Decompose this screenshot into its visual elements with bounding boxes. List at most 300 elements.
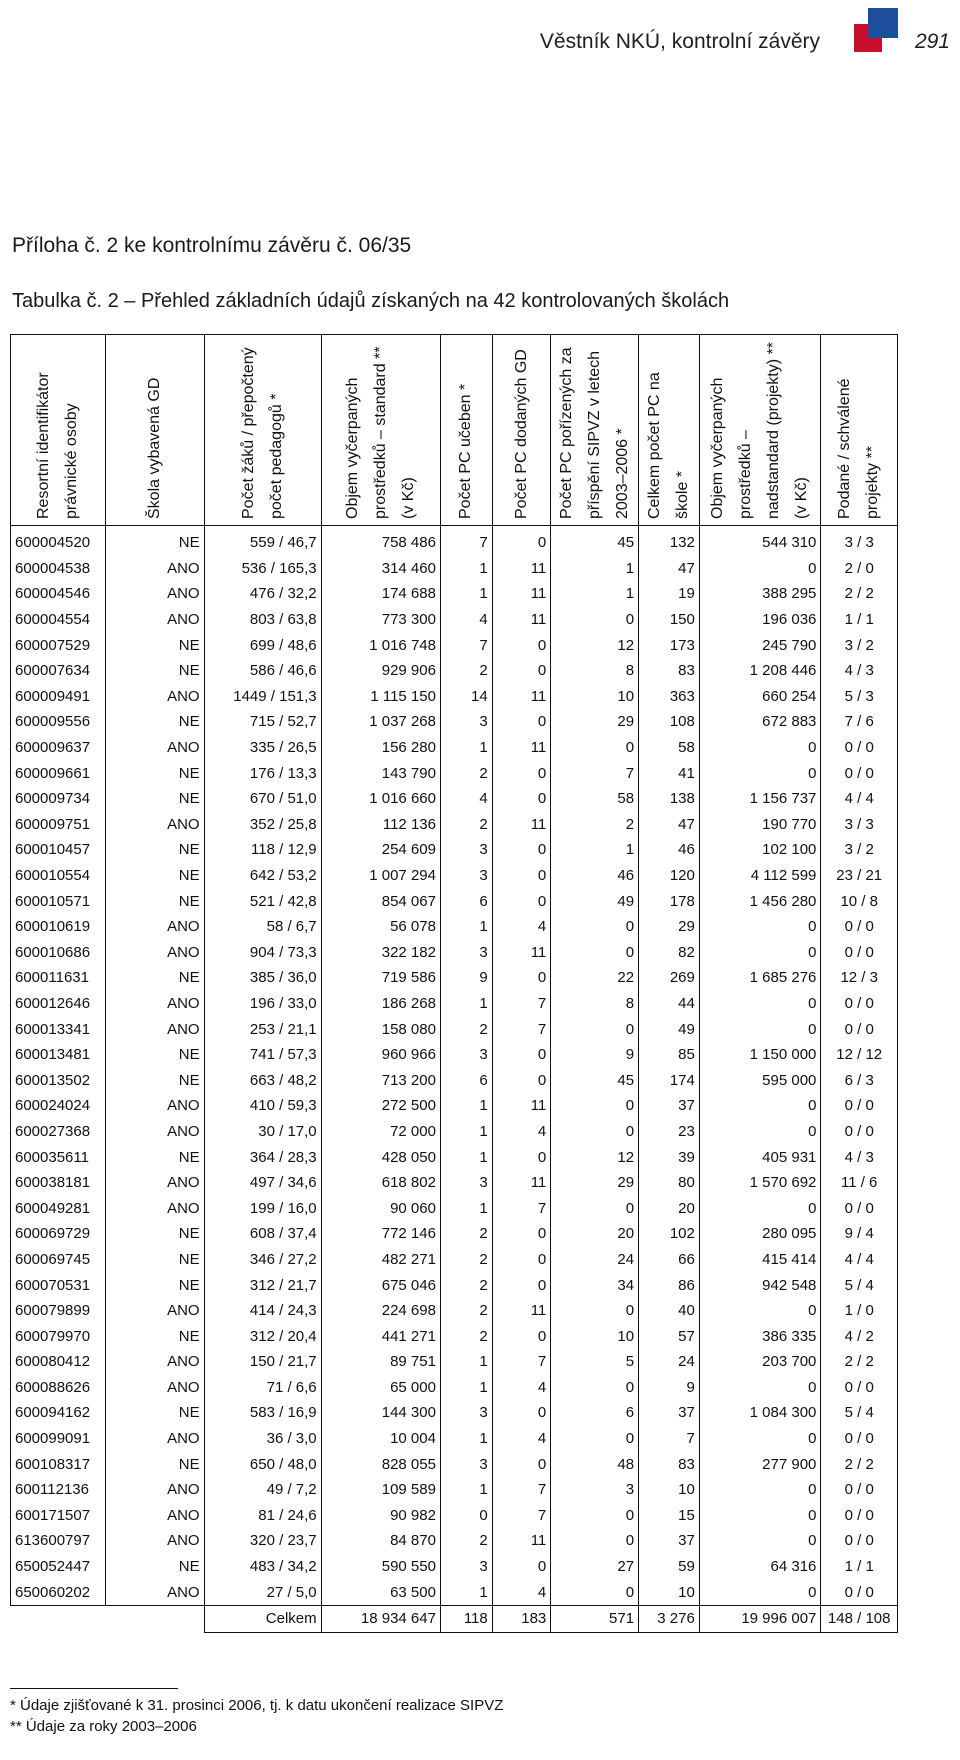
table-cell: 81 / 24,6 <box>204 1503 321 1529</box>
table-cell: 4 <box>492 1119 551 1145</box>
table-cell: ANO <box>105 914 204 940</box>
table-cell: 0 <box>551 1375 639 1401</box>
table-cell: 600007529 <box>11 632 106 658</box>
table-row <box>11 1323 898 1349</box>
table-cell: 0 <box>492 888 551 914</box>
table-cell: 58 <box>551 786 639 812</box>
table-cell: 672 883 <box>699 709 821 735</box>
table-cell: 600004520 <box>11 526 106 556</box>
table-cell: 11 <box>492 735 551 761</box>
table-row <box>11 1528 898 1554</box>
table-cell: 600007634 <box>11 658 106 684</box>
table-cell: ANO <box>105 1119 204 1145</box>
table-cell: 89 751 <box>321 1349 440 1375</box>
table-row <box>11 991 898 1017</box>
table-cell: 0 <box>699 735 821 761</box>
table-row <box>11 1554 898 1580</box>
table-cell: 600009491 <box>11 684 106 710</box>
table-cell: 600009556 <box>11 709 106 735</box>
table-cell: ANO <box>105 1349 204 1375</box>
table-cell: 713 200 <box>321 1067 440 1093</box>
table-cell: NE <box>105 526 204 556</box>
table-row <box>11 735 898 761</box>
table-cell: 772 146 <box>321 1221 440 1247</box>
table-cell: 71 / 6,6 <box>204 1375 321 1401</box>
table-cell: 415 414 <box>699 1247 821 1273</box>
table-row <box>11 1247 898 1273</box>
table-cell: NE <box>105 1323 204 1349</box>
table-cell: 7 <box>639 1426 700 1452</box>
table-cell: 0 <box>492 709 551 735</box>
table-cell: 196 036 <box>699 607 821 633</box>
table-cell: 7 / 6 <box>821 709 898 735</box>
table-cell: 0 <box>699 1093 821 1119</box>
table-cell: 1449 / 151,3 <box>204 684 321 710</box>
column-header-5 <box>440 335 492 526</box>
table-cell: 600009661 <box>11 760 106 786</box>
table-cell: 27 <box>551 1554 639 1580</box>
table-cell: 5 <box>551 1349 639 1375</box>
table-cell: 600013502 <box>11 1067 106 1093</box>
table-cell: 0 <box>551 1119 639 1145</box>
table-cell: 1 <box>440 991 492 1017</box>
table-cell: 11 <box>492 556 551 582</box>
total-cell: 19 996 007 <box>699 1605 821 1632</box>
table-cell: 48 <box>551 1451 639 1477</box>
table-cell: 0 <box>699 914 821 940</box>
table-cell: 269 <box>639 965 700 991</box>
table-cell: 0 <box>551 1503 639 1529</box>
table-body <box>11 526 898 1633</box>
table-cell: 0 <box>492 1144 551 1170</box>
table-cell: 1 016 748 <box>321 632 440 658</box>
table-cell: 82 <box>639 940 700 966</box>
table-cell: NE <box>105 1451 204 1477</box>
table-row <box>11 1298 898 1324</box>
table-cell: 0 <box>492 1221 551 1247</box>
table-cell: 600049281 <box>11 1195 106 1221</box>
table-cell: 29 <box>551 1170 639 1196</box>
table-cell: 58 <box>639 735 700 761</box>
table-cell: 30 / 17,0 <box>204 1119 321 1145</box>
table-cell: 196 / 33,0 <box>204 991 321 1017</box>
table-cell: 143 790 <box>321 760 440 786</box>
table-cell: ANO <box>105 607 204 633</box>
table-cell: 84 870 <box>321 1528 440 1554</box>
table-cell: 1 / 1 <box>821 607 898 633</box>
table-cell: 14 <box>440 684 492 710</box>
table-cell: 663 / 48,2 <box>204 1067 321 1093</box>
table-cell: 613600797 <box>11 1528 106 1554</box>
table-cell: 3 <box>440 863 492 889</box>
table-cell: 497 / 34,6 <box>204 1170 321 1196</box>
column-header-label: Podané / schválené projekty ** <box>836 378 882 519</box>
table-cell: 352 / 25,8 <box>204 812 321 838</box>
table-cell: 385 / 36,0 <box>204 965 321 991</box>
table-cell: 20 <box>551 1221 639 1247</box>
table-cell: 0 / 0 <box>821 914 898 940</box>
page-header <box>0 28 960 68</box>
table-cell: 23 / 21 <box>821 863 898 889</box>
table-cell: ANO <box>105 1093 204 1119</box>
table-cell: 414 / 24,3 <box>204 1298 321 1324</box>
column-header-label: Škola vybavená GD <box>145 377 163 519</box>
table-cell: 174 688 <box>321 581 440 607</box>
table-cell: 600108317 <box>11 1451 106 1477</box>
table-cell: NE <box>105 1400 204 1426</box>
table-row <box>11 1042 898 1068</box>
table-row <box>11 1272 898 1298</box>
table-cell: 642 / 53,2 <box>204 863 321 889</box>
table-cell: 5 / 4 <box>821 1400 898 1426</box>
table-cell: 600004546 <box>11 581 106 607</box>
table-cell: 132 <box>639 526 700 556</box>
table-cell: 2 <box>440 1016 492 1042</box>
table-cell: 3 / 3 <box>821 526 898 556</box>
table-row <box>11 1426 898 1452</box>
table-cell: 386 335 <box>699 1323 821 1349</box>
table-title: Tabulka č. 2 – Přehled základních údajů získaných na 42 kontrolovaných školách <box>12 290 730 312</box>
footnote-2: ** Údaje za roky 2003–2006 <box>10 1718 197 1735</box>
table-cell: 19 <box>639 581 700 607</box>
table-cell: ANO <box>105 684 204 710</box>
table-cell: 46 <box>639 837 700 863</box>
table-cell: ANO <box>105 940 204 966</box>
table-cell: NE <box>105 1221 204 1247</box>
table-cell: 57 <box>639 1323 700 1349</box>
table-cell: 49 <box>639 1016 700 1042</box>
table-cell: 335 / 26,5 <box>204 735 321 761</box>
table-cell: 49 <box>551 888 639 914</box>
table-cell: 7 <box>440 526 492 556</box>
table-cell: 0 <box>492 760 551 786</box>
table-cell: 4 / 2 <box>821 1323 898 1349</box>
table-cell: 322 182 <box>321 940 440 966</box>
table-cell: 1 <box>440 735 492 761</box>
table-cell: 583 / 16,9 <box>204 1400 321 1426</box>
table-cell: 11 <box>492 1298 551 1324</box>
table-cell: 44 <box>639 991 700 1017</box>
column-header-10 <box>821 335 898 526</box>
table-cell: 675 046 <box>321 1272 440 1298</box>
column-header-7 <box>551 335 639 526</box>
table-cell: 600009637 <box>11 735 106 761</box>
table-cell: 3 <box>440 1042 492 1068</box>
table-cell: 11 <box>492 1170 551 1196</box>
table-cell: NE <box>105 1042 204 1068</box>
table-cell: 559 / 46,7 <box>204 526 321 556</box>
table-cell: 600011631 <box>11 965 106 991</box>
table-cell: ANO <box>105 1298 204 1324</box>
total-cell: 118 <box>440 1605 492 1632</box>
table-cell: 600012646 <box>11 991 106 1017</box>
table-cell: 1 <box>440 1349 492 1375</box>
table-cell: 1 115 150 <box>321 684 440 710</box>
table-cell: 1 570 692 <box>699 1170 821 1196</box>
table-cell: 0 <box>699 1528 821 1554</box>
table-cell: 7 <box>492 1477 551 1503</box>
table-cell: NE <box>105 965 204 991</box>
table-cell: 2 <box>440 658 492 684</box>
table-cell: 346 / 27,2 <box>204 1247 321 1273</box>
table-cell: 0 / 0 <box>821 1528 898 1554</box>
table-cell: 0 <box>551 914 639 940</box>
table-cell: 929 906 <box>321 658 440 684</box>
table-cell: 904 / 73,3 <box>204 940 321 966</box>
table-row <box>11 786 898 812</box>
table-cell: 144 300 <box>321 1400 440 1426</box>
table-cell: 83 <box>639 658 700 684</box>
table-cell: 600079899 <box>11 1298 106 1324</box>
table-cell: ANO <box>105 812 204 838</box>
table-cell: ANO <box>105 1579 204 1605</box>
table-cell: 7 <box>492 1503 551 1529</box>
table-row <box>11 526 898 556</box>
table-cell: 0 <box>699 1503 821 1529</box>
table-cell: 0 <box>492 1400 551 1426</box>
table-cell: NE <box>105 632 204 658</box>
table-cell: 72 000 <box>321 1119 440 1145</box>
table-cell: 600094162 <box>11 1400 106 1426</box>
table-cell: 0 / 0 <box>821 1093 898 1119</box>
table-cell: 37 <box>639 1093 700 1119</box>
table-cell: 47 <box>639 556 700 582</box>
table-cell: 0 / 0 <box>821 1119 898 1145</box>
table-cell: 600099091 <box>11 1426 106 1452</box>
table-cell: 618 802 <box>321 1170 440 1196</box>
column-header-label: Počet žáků / přepočtený počet pedagogů * <box>239 347 285 519</box>
table-row <box>11 684 898 710</box>
table-cell: 1 / 0 <box>821 1298 898 1324</box>
table-cell: 0 <box>551 1579 639 1605</box>
table-cell: 4 <box>440 607 492 633</box>
table-cell: ANO <box>105 1195 204 1221</box>
table-cell: 0 <box>551 735 639 761</box>
table-cell: 942 548 <box>699 1272 821 1298</box>
column-header-label: Objem vyčerpaných prostředků – standard ** (v Kč) <box>343 346 417 519</box>
column-header-2 <box>105 335 204 526</box>
table-cell: 2 <box>440 1221 492 1247</box>
table-cell: 2 <box>551 812 639 838</box>
table-cell: 15 <box>639 1503 700 1529</box>
total-cell: 571 <box>551 1605 639 1632</box>
column-header-label: Počet PC dodaných GD <box>512 349 530 519</box>
table-cell: 40 <box>639 1298 700 1324</box>
table-cell: 3 <box>440 1451 492 1477</box>
table-row <box>11 1375 898 1401</box>
table-cell: 0 / 0 <box>821 1016 898 1042</box>
table-cell: 1 208 446 <box>699 658 821 684</box>
table-cell: 0 <box>492 1067 551 1093</box>
table-cell: 10 <box>551 1323 639 1349</box>
table-cell: 4 <box>492 1426 551 1452</box>
table-cell: 544 310 <box>699 526 821 556</box>
table-cell: 0 <box>699 1477 821 1503</box>
table-cell: NE <box>105 1247 204 1273</box>
table-cell: 0 <box>699 1426 821 1452</box>
table-cell: 6 / 3 <box>821 1067 898 1093</box>
column-header-label: Resortní identifikátor právnické osoby <box>34 372 80 519</box>
table-cell: 0 <box>551 1093 639 1119</box>
table-cell: 741 / 57,3 <box>204 1042 321 1068</box>
table-cell: 85 <box>639 1042 700 1068</box>
column-header-1 <box>11 335 106 526</box>
table-cell: 600010571 <box>11 888 106 914</box>
table-cell: 7 <box>492 1016 551 1042</box>
table-cell: 63 500 <box>321 1579 440 1605</box>
table-cell: NE <box>105 1554 204 1580</box>
table-cell: 4 112 599 <box>699 863 821 889</box>
table-row <box>11 1119 898 1145</box>
table-cell: 41 <box>639 760 700 786</box>
table-cell: 1 <box>440 1375 492 1401</box>
table-cell: 10 <box>639 1579 700 1605</box>
table-cell: ANO <box>105 1375 204 1401</box>
table-cell: 37 <box>639 1400 700 1426</box>
table-cell: 536 / 165,3 <box>204 556 321 582</box>
table-cell: ANO <box>105 1503 204 1529</box>
table-cell: 24 <box>551 1247 639 1273</box>
table-cell: 0 <box>492 1554 551 1580</box>
table-cell: 174 <box>639 1067 700 1093</box>
table-cell: NE <box>105 1144 204 1170</box>
table-cell: 600013481 <box>11 1042 106 1068</box>
table-cell: 6 <box>551 1400 639 1426</box>
table-cell: 10 <box>551 684 639 710</box>
table-cell: 0 <box>699 1195 821 1221</box>
table-cell: 600004554 <box>11 607 106 633</box>
table-cell: 65 000 <box>321 1375 440 1401</box>
table-row <box>11 581 898 607</box>
table-cell: 2 <box>440 1247 492 1273</box>
table-row <box>11 863 898 889</box>
table-cell: 595 000 <box>699 1067 821 1093</box>
table-cell: ANO <box>105 735 204 761</box>
table-cell: 854 067 <box>321 888 440 914</box>
table-cell: 0 / 0 <box>821 1477 898 1503</box>
table-cell: 10 004 <box>321 1426 440 1452</box>
table-cell: 7 <box>440 632 492 658</box>
table-cell: 47 <box>639 812 700 838</box>
table-cell: 312 / 20,4 <box>204 1323 321 1349</box>
table-cell: 0 / 0 <box>821 991 898 1017</box>
table-cell: 66 <box>639 1247 700 1273</box>
table-cell: ANO <box>105 581 204 607</box>
table-row <box>11 1349 898 1375</box>
table-row <box>11 1170 898 1196</box>
table-cell: 1 <box>440 1579 492 1605</box>
table-cell: 4 / 3 <box>821 658 898 684</box>
table-cell: ANO <box>105 1016 204 1042</box>
table-cell: 118 / 12,9 <box>204 837 321 863</box>
table-cell: 608 / 37,4 <box>204 1221 321 1247</box>
table-cell: 1 150 000 <box>699 1042 821 1068</box>
table-cell: 45 <box>551 526 639 556</box>
table-cell: 0 <box>699 760 821 786</box>
table-cell: ANO <box>105 1426 204 1452</box>
table-cell: 600079970 <box>11 1323 106 1349</box>
footnote-1: * Údaje zjišťované k 31. prosinci 2006, tj. k datu ukončení realizace SIPVZ <box>10 1697 504 1714</box>
table-cell: ANO <box>105 1528 204 1554</box>
table-cell: 0 <box>492 1272 551 1298</box>
column-header-label: Celkem počet PC na škole * <box>645 372 691 519</box>
table-cell: NE <box>105 760 204 786</box>
table-cell: 1 <box>440 914 492 940</box>
table-row <box>11 760 898 786</box>
table-cell: 29 <box>551 709 639 735</box>
table-cell: 11 <box>492 812 551 838</box>
table-cell: 0 <box>551 1195 639 1221</box>
table-cell: 600080412 <box>11 1349 106 1375</box>
table-cell: 176 / 13,3 <box>204 760 321 786</box>
table-cell: NE <box>105 658 204 684</box>
table-row <box>11 888 898 914</box>
table-cell: 0 <box>699 1119 821 1145</box>
table-cell: 2 / 2 <box>821 581 898 607</box>
table-cell: 0 <box>699 1579 821 1605</box>
table-cell: 12 <box>551 1144 639 1170</box>
table-cell: 0 <box>492 1042 551 1068</box>
table-cell: 0 / 0 <box>821 940 898 966</box>
table-row <box>11 812 898 838</box>
table-cell: 0 / 0 <box>821 1195 898 1221</box>
table-cell: 11 <box>492 1528 551 1554</box>
table-cell: 10 <box>639 1477 700 1503</box>
table-cell: 521 / 42,8 <box>204 888 321 914</box>
table-cell: 9 / 4 <box>821 1221 898 1247</box>
table-cell: 773 300 <box>321 607 440 633</box>
table-cell: 0 / 0 <box>821 760 898 786</box>
table-row <box>11 556 898 582</box>
table-row <box>11 1016 898 1042</box>
table-cell: 2 / 0 <box>821 556 898 582</box>
table-cell: 8 <box>551 991 639 1017</box>
table-cell: 441 271 <box>321 1323 440 1349</box>
table-cell: 11 / 6 <box>821 1170 898 1196</box>
table-cell: 7 <box>551 760 639 786</box>
table-cell: 1 <box>551 581 639 607</box>
table-cell: 34 <box>551 1272 639 1298</box>
table-row <box>11 1400 898 1426</box>
table-cell: 5 / 3 <box>821 684 898 710</box>
table-cell: 186 268 <box>321 991 440 1017</box>
table-cell: 586 / 46,6 <box>204 658 321 684</box>
table-cell: 49 / 7,2 <box>204 1477 321 1503</box>
table-row <box>11 1451 898 1477</box>
table-cell: 12 / 12 <box>821 1042 898 1068</box>
table-cell: 2 <box>440 1298 492 1324</box>
table-cell: 600171507 <box>11 1503 106 1529</box>
schools-table <box>10 334 898 1633</box>
table-cell: ANO <box>105 556 204 582</box>
table-row <box>11 837 898 863</box>
table-cell: 39 <box>639 1144 700 1170</box>
table-cell: 600010686 <box>11 940 106 966</box>
column-header-3 <box>204 335 321 526</box>
table-cell: 64 316 <box>699 1554 821 1580</box>
table-cell: 4 / 4 <box>821 1247 898 1273</box>
table-cell: 156 280 <box>321 735 440 761</box>
table-cell: 112 136 <box>321 812 440 838</box>
table-cell: NE <box>105 1272 204 1298</box>
table-cell: 670 / 51,0 <box>204 786 321 812</box>
table-cell: 0 <box>551 1298 639 1324</box>
table-cell: 1 <box>551 556 639 582</box>
table-cell: 660 254 <box>699 684 821 710</box>
table-row <box>11 914 898 940</box>
table-cell: 600009751 <box>11 812 106 838</box>
table-cell: 699 / 48,6 <box>204 632 321 658</box>
